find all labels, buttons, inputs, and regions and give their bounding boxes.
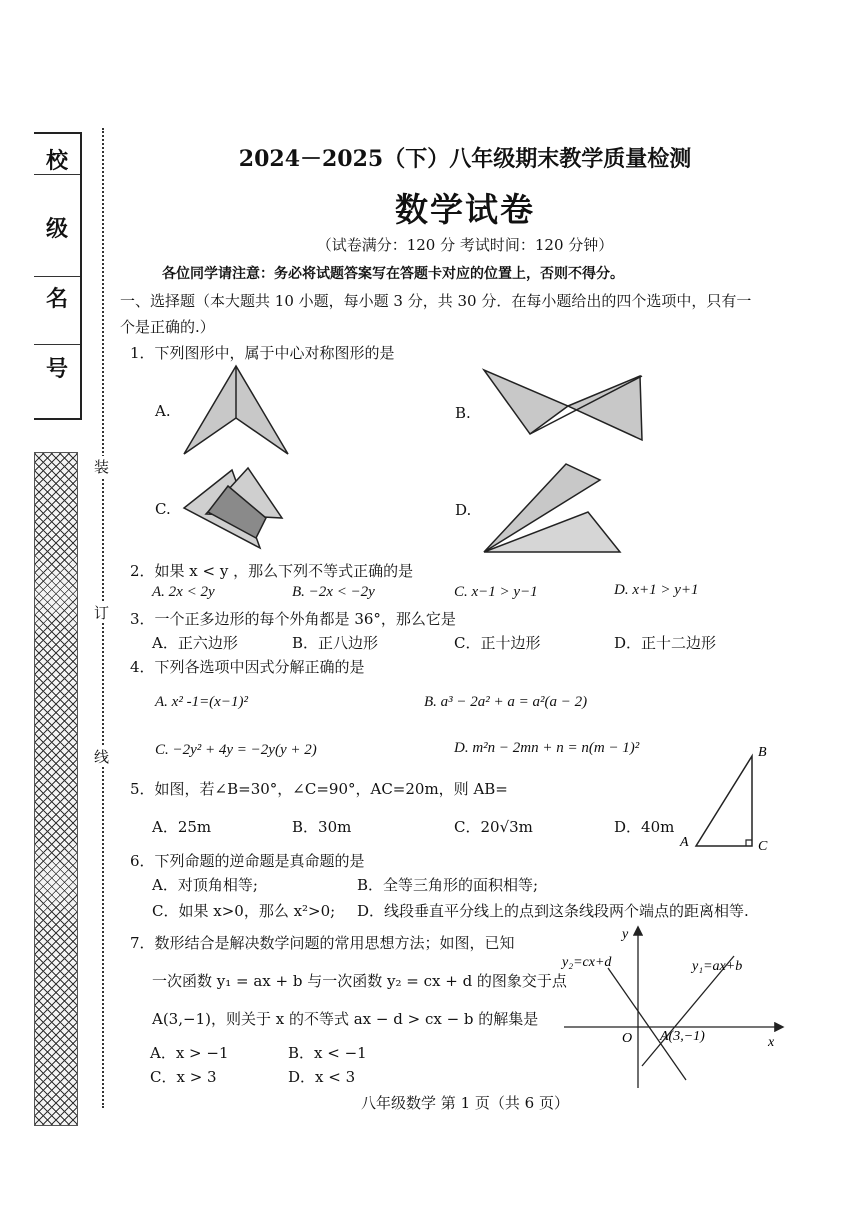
side-label-school: 校 xyxy=(45,148,68,174)
q5-option-c[interactable]: C．20√3m xyxy=(454,818,533,836)
q1-stem: 1．下列图形中，属于中心对称图形的是 xyxy=(130,344,395,362)
section-heading-line1: 一、选择题（本大题共 10 小题，每小题 3 分，共 30 分．在每小题给出的四个选项中，只有一 xyxy=(120,292,752,310)
notice: 各位同学请注意：务必将试题答案写在答题卡对应的位置上，否则不得分。 xyxy=(162,266,624,282)
q7-option-b[interactable]: B．x < −1 xyxy=(288,1044,367,1062)
q5-stem: 5．如图，若∠B=30°，∠C=90°，AC=20m，则 AB= xyxy=(130,780,508,798)
q4-option-d[interactable]: D. m²n − 2mn + n = n(m − 1)² xyxy=(454,740,640,756)
q7-option-c[interactable]: C．x > 3 xyxy=(150,1068,217,1086)
right-triangle xyxy=(696,756,752,846)
seal-char-zhuang: 装 xyxy=(94,458,110,476)
q4-option-b[interactable]: B. a³ − 2a² + a = a²(a − 2) xyxy=(424,694,588,710)
q5-option-d[interactable]: D．40m xyxy=(614,818,675,836)
exam-info: （试卷满分：120 分 考试时间：120 分钟） xyxy=(316,236,614,254)
q6-option-d[interactable]: D．线段垂直平分线上的点到这条线段两个端点的距离相等. xyxy=(357,902,749,920)
q5-triangle-figure xyxy=(676,742,786,856)
q3-stem: 3．一个正多边形的每个外角都是 36°，那么它是 xyxy=(130,610,456,628)
vertex-b-label: B xyxy=(758,745,767,760)
subject-title: 数学试卷 xyxy=(395,190,535,229)
q2-option-b[interactable]: B. −2x < −2y xyxy=(292,584,375,600)
x-axis-label: x xyxy=(768,1035,775,1050)
q7-line2: 一次函数 y₁ = ax + b 与一次函数 y₂ = cx + d 的图象交于点 xyxy=(152,972,567,990)
q3-option-c[interactable]: C．正十边形 xyxy=(454,634,541,652)
q5-option-b[interactable]: B．30m xyxy=(292,818,352,836)
q7-line3: A(3,−1)，则关于 x 的不等式 ax − d > cx − b 的解集是 xyxy=(152,1010,539,1028)
section-heading-line2: 个是正确的.） xyxy=(120,318,215,336)
q2-option-c[interactable]: C. x−1 > y−1 xyxy=(454,584,538,600)
figure-b-left-triangle xyxy=(484,370,568,434)
origin-label: O xyxy=(622,1031,633,1046)
q1-label-b: B. xyxy=(455,404,471,422)
q7-graph-figure xyxy=(556,920,788,1092)
q2-option-d[interactable]: D. x+1 > y+1 xyxy=(614,582,699,598)
q4-option-a[interactable]: A. x² -1=(x−1)² xyxy=(155,694,248,710)
q7-line1: 7．数形结合是解决数学问题的常用思想方法；如图，已知 xyxy=(130,934,515,952)
q3-option-d[interactable]: D．正十二边形 xyxy=(614,634,717,652)
q2-option-a[interactable]: A. 2x < 2y xyxy=(152,584,215,600)
q7-option-d[interactable]: D．x < 3 xyxy=(288,1068,356,1086)
q6-option-a[interactable]: A．对顶角相等; xyxy=(152,876,258,894)
line-y1-label: y₁=ax+b xyxy=(692,959,743,974)
y-axis-label: y xyxy=(622,927,629,942)
page-footer: 八年级数学 第 1 页（共 6 页） xyxy=(361,1094,569,1112)
side-label-name: 名 xyxy=(45,286,68,312)
q3-option-b[interactable]: B．正八边形 xyxy=(292,634,379,652)
q1-label-a: A. xyxy=(155,402,171,420)
q1-label-d: D. xyxy=(455,501,472,519)
side-label-class: 级 xyxy=(45,216,68,242)
exam-title: 2024－2025（下）八年级期末教学质量检测 xyxy=(238,146,692,172)
point-a-label: A(3,−1) xyxy=(660,1029,705,1044)
side-label-number: 号 xyxy=(45,356,68,382)
line-y2-label: y₂=cx+d xyxy=(562,955,612,970)
q7-option-a[interactable]: A．x > −1 xyxy=(150,1044,229,1062)
right-angle-mark xyxy=(746,840,752,846)
line-y2 xyxy=(608,968,686,1080)
q6-option-b[interactable]: B．全等三角形的面积相等; xyxy=(357,876,539,894)
q5-option-a[interactable]: A．25m xyxy=(152,818,212,836)
q6-stem: 6．下列命题的逆命题是真命题的是 xyxy=(130,852,365,870)
q6-option-c[interactable]: C．如果 x>0，那么 x²>0; xyxy=(152,902,336,920)
q4-option-c[interactable]: C. −2y² + 4y = −2y(y + 2) xyxy=(155,742,317,758)
vertex-a-label: A xyxy=(680,835,689,850)
seal-char-ding: 订 xyxy=(94,604,110,622)
seal-char-xian: 线 xyxy=(94,748,110,766)
q1-label-c: C. xyxy=(155,500,171,518)
q2-stem: 2．如果 x < y ，那么下列不等式正确的是 xyxy=(130,562,414,580)
q3-option-a[interactable]: A．正六边形 xyxy=(152,634,238,652)
q4-stem: 4．下列各选项中因式分解正确的是 xyxy=(130,658,365,676)
vertex-c-label: C xyxy=(758,839,768,854)
